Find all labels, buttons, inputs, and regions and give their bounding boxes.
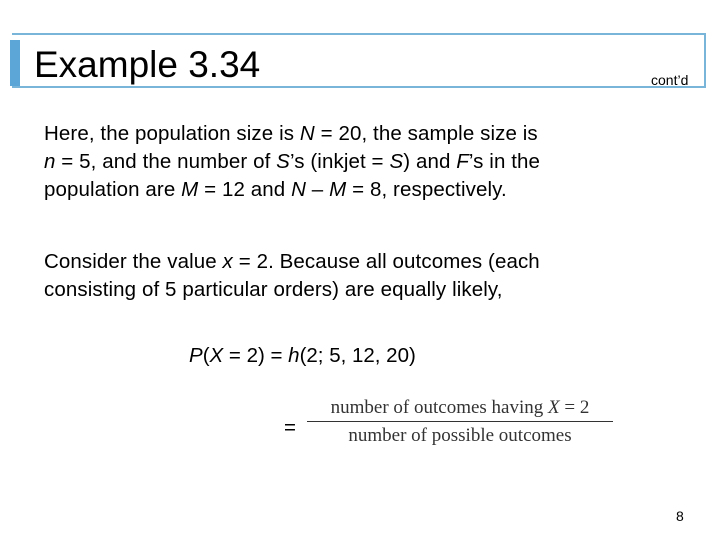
text-line-1: Here, the population size is N = 20, the sample size is (44, 122, 538, 145)
continued-label: cont’d (651, 72, 689, 88)
text-line-3: population are M = 12 and N – M = 8, respectively. (44, 178, 507, 201)
paragraph-population (44, 120, 540, 204)
fraction-outcomes (307, 396, 613, 448)
equation-probability: P(X = 2) = h(2; 5, 12, 20) (189, 344, 416, 367)
page-number: 8 (676, 508, 684, 524)
equation-equals: = (284, 416, 296, 439)
text-line-1: Consider the value x = 2. Because all outcomes (each (44, 250, 540, 273)
text-line-2: n = 5, and the number of S’s (inkjet = S) and F’s in the (44, 150, 541, 173)
paragraph-consider (44, 248, 540, 304)
fraction-denominator: number of possible outcomes (348, 425, 572, 446)
slide-title: Example 3.34 (34, 44, 261, 85)
fraction-numerator: number of outcomes having X = 2 (330, 397, 590, 418)
text-line-2: consisting of 5 particular orders) are equally likely, (44, 278, 503, 301)
fraction-bar (307, 421, 613, 422)
